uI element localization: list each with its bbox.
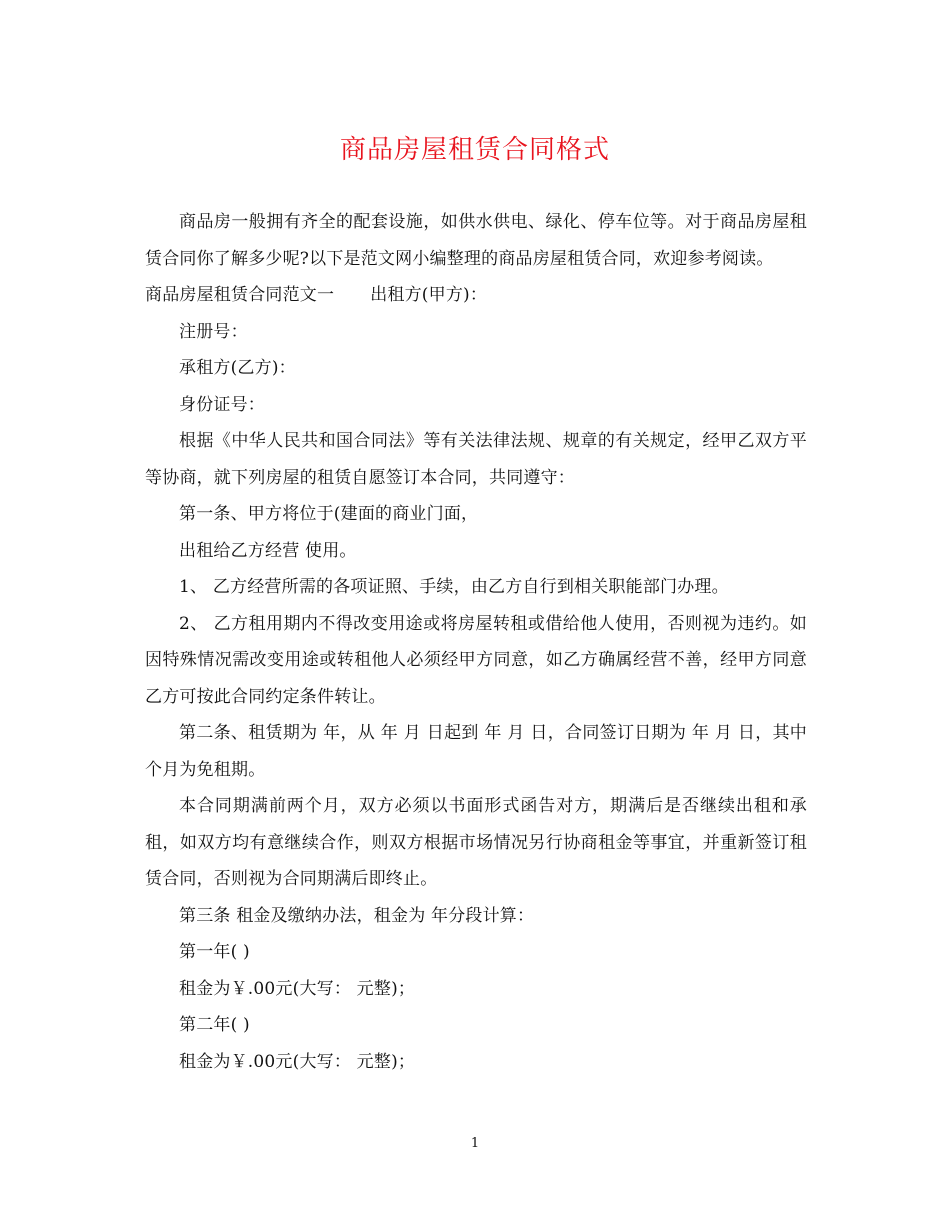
- clause-item-1: 1、 乙方经营所需的各项证照、手续，由乙方自行到相关职能部门办理。: [179, 577, 729, 597]
- document-title: 商品房屋租赁合同格式: [339, 135, 610, 165]
- rent-year-1: 租金为￥.00元(大写： 元整)；: [179, 978, 416, 999]
- intro-paragraph: 商品房一般拥有齐全的配套设施，如供水供电、绿化、停车位等。对于商品房屋租赁合同你了解多少呢?以下是范文网小编整理的商品房屋租赁合同，欢迎参考阅读。: [145, 212, 807, 269]
- article-3: 第三条 租金及缴纳办法，租金为 年分段计算：: [179, 905, 535, 926]
- sample-heading-line: [145, 277, 807, 314]
- registration-number-field: 注册号：: [179, 321, 248, 342]
- rent-year-2: 租金为￥.00元(大写： 元整)；: [179, 1051, 416, 1072]
- clause-item-2: 2、 乙方租用期内不得改变用途或将房屋转租或借给他人使用，否则视为违约。如因特殊情况需改变用途或转租他人必须经甲方同意，如乙方确属经营不善，经甲方同意乙方可按此合同约定条件转让。: [145, 613, 807, 707]
- article-1-continued: 出租给乙方经营 使用。: [179, 540, 357, 561]
- renewal-paragraph: 本合同期满前两个月，双方必须以书面形式函告对方，期满后是否继续出租和承租，如双方均有意继续合作，则双方根据市场情况另行协商租金等事宜，并重新签订租赁合同，否则视为合同期满后即终止。: [145, 796, 807, 889]
- lessee-field: 承租方(乙方)：: [179, 358, 296, 378]
- year-1-label: 第一年( ): [179, 942, 250, 962]
- sample-heading: 商品房屋租赁合同范文一: [145, 285, 335, 305]
- page-number: 1: [470, 1136, 480, 1151]
- document-body: [145, 204, 807, 1080]
- article-2: 第二条、租赁期为 年，从 年 月 日起到 年 月 日，合同签订日期为 年 月 日，其中 个月为免租期。: [145, 723, 807, 780]
- lessor-field: 出租方(甲方)：: [370, 285, 488, 305]
- preamble-paragraph: 根据《中华人民共和国合同法》等有关法律法规、规章的有关规定，经甲乙双方平等协商，就下列房屋的租赁自愿签订本合同，共同遵守：: [145, 431, 807, 488]
- id-number-field: 身份证号：: [179, 394, 265, 415]
- article-1: 第一条、甲方将位于(建面的商业门面，: [179, 504, 479, 524]
- year-2-label: 第二年( ): [179, 1015, 250, 1035]
